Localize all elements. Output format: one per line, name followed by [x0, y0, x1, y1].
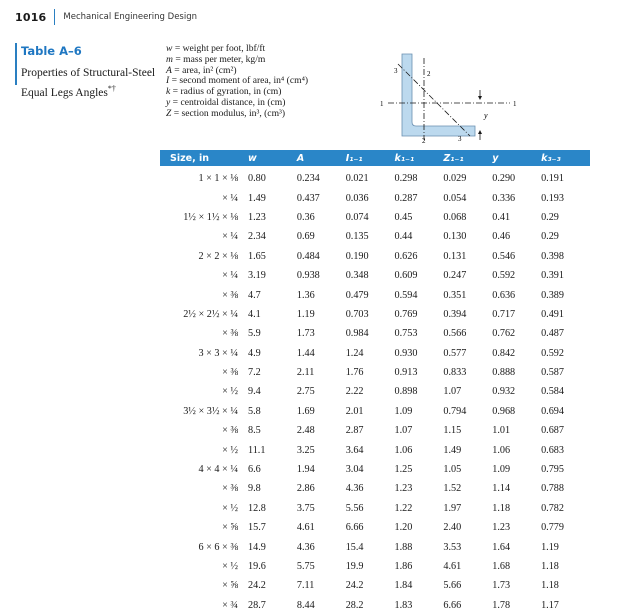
table-row — [160, 227, 590, 246]
value-cell: 0.234 — [296, 173, 320, 185]
value-cell: 2.40 — [443, 522, 462, 534]
value-cell: 4.61 — [443, 561, 462, 572]
value-cell: 0.46 — [492, 231, 511, 243]
value-cell: 0.190 — [345, 250, 369, 262]
value-cell: 2.34 — [248, 231, 266, 243]
value-cell: 0.44 — [394, 231, 413, 243]
value-cell: 0.984 — [345, 328, 369, 340]
symbol-legend — [166, 44, 308, 120]
value-cell: 1.18 — [492, 502, 511, 514]
value-cell: 0.130 — [443, 231, 467, 243]
size-cell: 1½ × 1½ × ⅛ — [183, 211, 238, 223]
value-cell: 19.9 — [345, 561, 364, 572]
value-cell: 4.7 — [248, 289, 261, 301]
value-cell: 0.287 — [394, 192, 418, 204]
value-cell: 0.636 — [492, 289, 516, 301]
legend-text: = second moment of area, in⁴ (cm⁴) — [171, 75, 309, 87]
value-cell: 1.09 — [394, 405, 413, 417]
value-cell: 1.24 — [345, 347, 364, 359]
value-cell: 0.594 — [394, 289, 418, 301]
properties-table — [160, 150, 590, 615]
value-cell: 6.66 — [443, 599, 462, 611]
table-row — [160, 557, 590, 576]
value-cell: 0.717 — [492, 308, 516, 320]
value-cell: 0.074 — [345, 211, 369, 223]
label-2-bottom: 2 — [422, 137, 426, 144]
value-cell: 0.298 — [394, 173, 418, 185]
value-cell: 2.22 — [345, 386, 364, 398]
value-cell: 1.65 — [248, 250, 266, 262]
value-cell: 24.2 — [345, 580, 364, 592]
table-header-row — [160, 150, 590, 166]
table-caption-text: Properties of Structural-Steel Equal Legs Angles — [21, 67, 156, 99]
value-cell: 9.8 — [248, 483, 261, 495]
label-3-top: 3 — [394, 67, 398, 75]
table-row — [160, 440, 590, 459]
value-cell: 8.44 — [296, 599, 315, 611]
value-cell: 1.25 — [394, 464, 413, 476]
book-title: Mechanical Engineering Design — [63, 12, 197, 22]
legend-text: = radius of gyration, in (cm) — [172, 86, 282, 98]
value-cell: 14.9 — [248, 541, 266, 553]
value-cell: 0.546 — [492, 250, 516, 262]
header-divider — [54, 9, 55, 25]
value-cell: 1.64 — [492, 541, 511, 553]
value-cell: 0.842 — [492, 347, 516, 359]
value-cell: 1.05 — [443, 464, 462, 476]
value-cell: 0.782 — [541, 502, 564, 514]
size-cell: × ¼ — [222, 270, 238, 282]
table-row — [160, 188, 590, 207]
value-cell: 28.2 — [345, 599, 364, 611]
legend-symbol: w — [166, 43, 173, 54]
value-cell: 6.66 — [345, 522, 364, 534]
value-cell: 24.2 — [248, 580, 266, 592]
table-row — [160, 266, 590, 285]
value-cell: 0.394 — [443, 308, 467, 320]
value-cell: 0.592 — [541, 347, 564, 359]
value-cell: 0.788 — [541, 483, 564, 495]
value-cell: 4.61 — [296, 522, 315, 534]
size-cell: × ⅜ — [222, 483, 238, 495]
value-cell: 1.20 — [394, 522, 413, 534]
legend-text: = area, in² (cm²) — [174, 64, 237, 76]
table-row — [160, 576, 590, 595]
value-cell: 1.94 — [296, 464, 315, 476]
size-cell: 3 × 3 × ¼ — [198, 347, 238, 359]
value-cell: 15.4 — [345, 541, 364, 553]
value-cell: 0.021 — [345, 173, 369, 185]
value-cell: 0.351 — [443, 289, 467, 301]
value-cell: 0.41 — [492, 211, 511, 223]
value-cell: 0.290 — [492, 173, 516, 185]
value-cell: 1.49 — [248, 192, 266, 204]
value-cell: 0.193 — [541, 192, 564, 204]
value-cell: 1.18 — [541, 580, 559, 592]
value-cell: 0.794 — [443, 405, 467, 417]
table-row — [160, 537, 590, 556]
size-cell: × ½ — [222, 502, 238, 514]
value-cell: 0.769 — [394, 308, 418, 320]
value-cell: 0.437 — [296, 192, 320, 204]
column-header: A — [297, 150, 346, 166]
size-cell: × ⅜ — [222, 289, 238, 301]
value-cell: 0.135 — [345, 231, 369, 243]
value-cell: 1.78 — [492, 599, 511, 611]
value-cell: 0.45 — [394, 211, 413, 223]
value-cell: 1.15 — [443, 425, 462, 437]
value-cell: 2.87 — [345, 425, 364, 437]
value-cell: 0.626 — [394, 250, 418, 262]
value-cell: 4.36 — [345, 483, 364, 495]
value-cell: 1.73 — [492, 580, 511, 592]
value-cell: 9.4 — [248, 386, 261, 398]
value-cell: 0.683 — [541, 444, 564, 456]
value-cell: 0.779 — [541, 522, 564, 534]
value-cell: 1.06 — [394, 444, 413, 456]
value-cell: 0.592 — [492, 270, 516, 282]
value-cell: 1.36 — [296, 289, 315, 301]
value-cell: 11.1 — [248, 444, 266, 456]
value-cell: 12.8 — [248, 502, 266, 514]
size-cell: × ⅜ — [222, 425, 238, 437]
size-cell: × ½ — [222, 444, 238, 456]
value-cell: 6.6 — [248, 464, 261, 476]
value-cell: 0.36 — [296, 211, 315, 223]
value-cell: 0.566 — [443, 328, 467, 340]
size-cell: 2 × 2 × ⅛ — [198, 250, 238, 262]
size-cell: × ⅝ — [222, 580, 238, 592]
value-cell: 1.07 — [394, 425, 413, 437]
value-cell: 0.833 — [443, 367, 467, 379]
value-cell: 3.04 — [345, 464, 364, 476]
value-cell: 5.9 — [248, 328, 261, 340]
table-row — [160, 479, 590, 498]
size-cell: × ¼ — [222, 192, 238, 204]
value-cell: 1.69 — [296, 405, 315, 417]
value-cell: 3.75 — [296, 502, 315, 514]
value-cell: 1.19 — [541, 541, 559, 553]
page-number: 1016 — [15, 10, 47, 24]
legend-symbol: Z — [166, 107, 172, 119]
value-cell: 0.888 — [492, 367, 516, 379]
value-cell: 1.23 — [394, 483, 413, 495]
value-cell: 0.609 — [394, 270, 418, 282]
table-row — [160, 460, 590, 479]
value-cell: 4.1 — [248, 308, 261, 320]
size-cell: 1 × 1 × ⅛ — [198, 173, 238, 185]
value-cell: 2.01 — [345, 405, 364, 417]
table-body — [160, 166, 590, 615]
label-2-top: 2 — [427, 70, 431, 78]
value-cell: 15.7 — [248, 522, 266, 534]
value-cell: 1.68 — [492, 561, 511, 572]
value-cell: 1.44 — [296, 347, 315, 359]
legend-text: = weight per foot, lbf/ft — [174, 43, 266, 54]
value-cell: 0.938 — [296, 270, 320, 282]
table-label: Table A–6 — [21, 44, 82, 58]
value-cell: 0.584 — [541, 386, 564, 398]
value-cell: 0.068 — [443, 211, 467, 223]
value-cell: 3.64 — [345, 444, 364, 456]
value-cell: 2.75 — [296, 386, 315, 398]
value-cell: 3.53 — [443, 541, 462, 553]
value-cell: 0.336 — [492, 192, 516, 204]
value-cell: 0.131 — [443, 250, 467, 262]
value-cell: 3.19 — [248, 270, 266, 282]
value-cell: 1.86 — [394, 561, 413, 572]
value-cell: 0.80 — [248, 173, 266, 185]
value-cell: 1.19 — [296, 308, 315, 320]
value-cell: 1.18 — [541, 561, 559, 572]
legend-row — [166, 109, 308, 120]
table-row — [160, 382, 590, 401]
value-cell: 1.52 — [443, 483, 462, 495]
value-cell: 0.391 — [541, 270, 564, 282]
legend-symbol: A — [166, 64, 172, 76]
value-cell: 1.23 — [248, 211, 266, 223]
value-cell: 0.587 — [541, 367, 564, 379]
column-header: k₁₋₁ — [395, 150, 444, 166]
size-cell: 4 × 4 × ¼ — [198, 464, 238, 476]
table-caption-marks: *† — [107, 84, 116, 93]
value-cell: 28.7 — [248, 599, 266, 611]
value-cell: 1.09 — [492, 464, 511, 476]
value-cell: 1.17 — [541, 599, 559, 611]
value-cell: 0.398 — [541, 250, 564, 262]
column-header: Size, in — [160, 150, 248, 166]
size-cell: × ⅜ — [222, 367, 238, 379]
column-header: k₃₋₃ — [541, 150, 590, 166]
value-cell: 7.2 — [248, 367, 261, 379]
value-cell: 0.932 — [492, 386, 516, 398]
value-cell: 4.36 — [296, 541, 315, 553]
angle-section-shape — [402, 54, 475, 136]
table-row — [160, 596, 590, 615]
value-cell: 0.762 — [492, 328, 516, 340]
value-cell: 2.86 — [296, 483, 315, 495]
table-row — [160, 421, 590, 440]
table-row — [160, 402, 590, 421]
value-cell: 1.14 — [492, 483, 511, 495]
value-cell: 7.11 — [296, 580, 315, 592]
value-cell: 4.9 — [248, 347, 261, 359]
value-cell: 0.694 — [541, 405, 564, 417]
table-row — [160, 324, 590, 343]
size-cell: 2½ × 2½ × ¼ — [183, 308, 238, 320]
table-row — [160, 166, 590, 188]
value-cell: 0.491 — [541, 308, 564, 320]
column-header: I₁₋₁ — [346, 150, 395, 166]
value-cell: 5.56 — [345, 502, 364, 514]
value-cell: 0.687 — [541, 425, 564, 437]
size-cell: × ¾ — [222, 599, 238, 611]
value-cell: 0.191 — [541, 173, 564, 185]
size-cell: × ⅜ — [222, 328, 238, 340]
value-cell: 1.97 — [443, 502, 462, 514]
legend-text: = mass per meter, kg/m — [175, 53, 266, 65]
value-cell: 0.753 — [394, 328, 418, 340]
value-cell: 1.01 — [492, 425, 511, 437]
value-cell: 0.703 — [345, 308, 369, 320]
label-1-left: 1 — [380, 100, 384, 108]
legend-text: = centroidal distance, in (cm) — [172, 96, 286, 108]
value-cell: 0.484 — [296, 250, 320, 262]
legend-symbol: k — [166, 86, 171, 98]
value-cell: 0.69 — [296, 231, 315, 243]
table-side-rule — [15, 43, 17, 85]
value-cell: 2.48 — [296, 425, 315, 437]
value-cell: 0.29 — [541, 231, 559, 243]
value-cell: 0.029 — [443, 173, 467, 185]
size-cell: × ¼ — [222, 231, 238, 243]
value-cell: 0.29 — [541, 211, 559, 223]
value-cell: 0.930 — [394, 347, 418, 359]
value-cell: 0.054 — [443, 192, 467, 204]
legend-text: = section modulus, in³, (cm³) — [173, 107, 286, 119]
value-cell: 1.88 — [394, 541, 413, 553]
value-cell: 0.389 — [541, 289, 564, 301]
value-cell: 1.83 — [394, 599, 413, 611]
value-cell: 1.22 — [394, 502, 413, 514]
value-cell: 0.247 — [443, 270, 467, 282]
legend-symbol: m — [166, 53, 173, 65]
table-row — [160, 285, 590, 304]
size-cell: 3½ × 3½ × ¼ — [183, 405, 238, 417]
label-1-right: 1 — [513, 100, 517, 108]
value-cell: 0.795 — [541, 464, 564, 476]
size-cell: 6 × 6 × ⅜ — [198, 541, 238, 553]
value-cell: 5.66 — [443, 580, 462, 592]
value-cell: 5.75 — [296, 561, 315, 572]
column-header: Z₁₋₁ — [443, 150, 492, 166]
column-header: w — [248, 150, 297, 166]
value-cell: 1.06 — [492, 444, 511, 456]
value-cell: 1.84 — [394, 580, 413, 592]
value-cell: 1.23 — [492, 522, 511, 534]
table-row — [160, 305, 590, 324]
value-cell: 0.913 — [394, 367, 418, 379]
table-row — [160, 518, 590, 537]
value-cell: 1.07 — [443, 386, 462, 398]
page-header — [15, 8, 197, 26]
table-row — [160, 344, 590, 363]
angle-section-diagram — [370, 52, 520, 144]
value-cell: 0.036 — [345, 192, 369, 204]
table-row — [160, 363, 590, 382]
value-cell: 8.5 — [248, 425, 261, 437]
table-row — [160, 499, 590, 518]
size-cell: × ⅝ — [222, 522, 238, 534]
table-row — [160, 208, 590, 227]
table-caption — [21, 66, 161, 101]
value-cell: 1.49 — [443, 444, 462, 456]
value-cell: 0.487 — [541, 328, 564, 340]
value-cell: 19.6 — [248, 561, 266, 572]
column-header: y — [492, 150, 541, 166]
size-cell: × ½ — [222, 561, 238, 572]
legend-symbol: y — [166, 96, 171, 108]
label-3-bottom: 3 — [458, 135, 462, 143]
value-cell: 1.73 — [296, 328, 315, 340]
value-cell: 5.8 — [248, 405, 261, 417]
value-cell: 0.898 — [394, 386, 418, 398]
value-cell: 0.577 — [443, 347, 467, 359]
label-y: y — [484, 111, 488, 120]
value-cell: 3.25 — [296, 444, 315, 456]
value-cell: 1.76 — [345, 367, 364, 379]
value-cell: 0.968 — [492, 405, 516, 417]
legend-symbol: I — [166, 75, 170, 87]
value-cell: 2.11 — [296, 367, 315, 379]
value-cell: 0.348 — [345, 270, 369, 282]
value-cell: 0.479 — [345, 289, 369, 301]
size-cell: × ½ — [222, 386, 238, 398]
table-row — [160, 247, 590, 266]
